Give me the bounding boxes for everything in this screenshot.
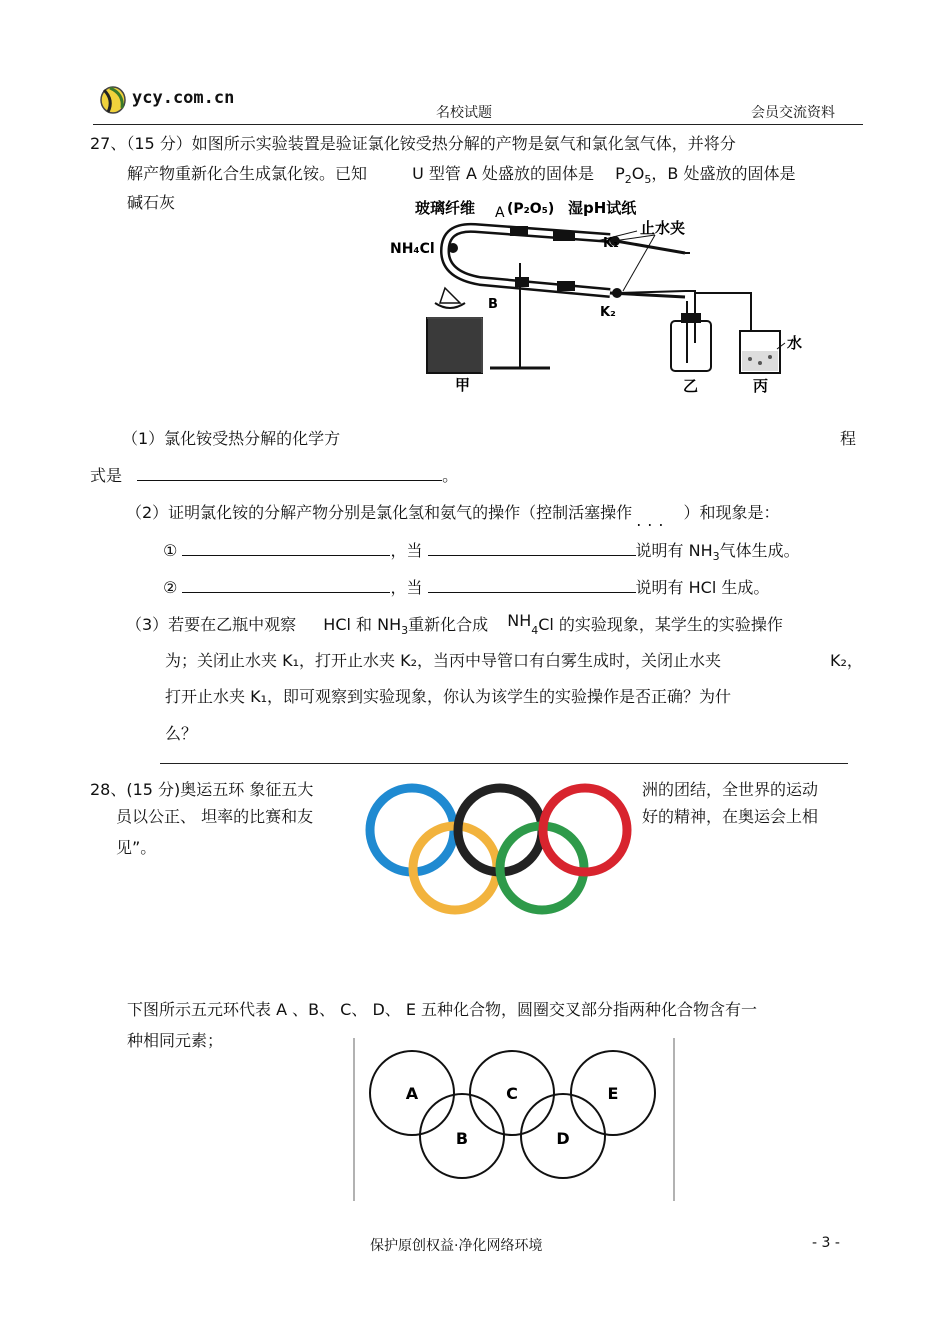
q27-s2-b: ）和现象是： [683, 503, 780, 522]
q28-l3: 见”。 [116, 838, 157, 857]
ring-label-a: A [405, 1084, 419, 1103]
q27-line1: 27、（15 分）如图所示实验装置是验证氯化铵受热分解的产物是氨气和氯化氢气体，并将分 [90, 134, 736, 153]
q27-s2-a: （2）证明氯化铵的分解产物分别是氯化氢和氨气的操作（控制活塞操作 [126, 503, 633, 522]
q27-s2-1-num: ① [163, 541, 178, 560]
label-glass-fiber: 玻璃纤维 [415, 199, 476, 217]
ring-label-e: E [607, 1084, 619, 1103]
q28-l1-a: 28、(15 分)奥运五环 象征五大 [90, 780, 314, 799]
site-logo [98, 82, 248, 122]
q27-s2-item2 [163, 575, 769, 598]
q27-s3-l1-b: HCl 和 NH [323, 615, 402, 634]
q27-s1-end: 。 [442, 466, 459, 485]
label-yi: 乙 [683, 377, 699, 395]
label-k2: K₂ [600, 305, 616, 320]
label-p2o5: (P₂O₅) [507, 201, 555, 217]
q27-s3-l1-a: （3）若要在乙瓶中观察 [126, 615, 297, 634]
q27-s3-l1-c: 重新化合成 [408, 615, 489, 634]
q28-l2-b: 好的精神，在奥运会上相 [642, 807, 819, 826]
q27-s3-line1 [126, 612, 783, 637]
q27-line2-a: 解产物重新化合生成氯化铵。已知 [127, 164, 368, 183]
label-bing: 丙 [753, 377, 769, 395]
answer-blank-4[interactable] [182, 578, 390, 593]
ring-label-c: C [506, 1084, 518, 1103]
answer-blank-2[interactable] [182, 541, 390, 556]
q27-line2-b: U 型管 A 处盛放的固体是 [412, 164, 595, 183]
label-jia: 甲 [455, 376, 471, 394]
label-nh4cl: NH₄Cl [390, 241, 435, 257]
q27-s2-2-when: ，当 [390, 578, 423, 597]
q27-s3-l1-sub4: 4 [531, 624, 539, 638]
q27-s3-l1-e: Cl 的实验现象，某学生的实验操作 [538, 615, 783, 634]
q27-s2-item1 [163, 538, 800, 563]
label-clamp: 止水夹 [640, 219, 686, 237]
q27-s3-line2-k2: K₂， [830, 651, 863, 670]
answer-rule-3[interactable] [160, 763, 848, 764]
q28-l1-b: 洲的团结，全世界的运动 [642, 780, 819, 799]
q27-s3-line3: 打开止水夹 K₁，即可观察到实验现象，你认为该学生的实验操作是否正确？为什 [165, 687, 731, 706]
header-rule [93, 124, 863, 125]
q27-line2-c: ，B 处盛放的固体是 [651, 164, 796, 183]
answer-blank-1[interactable] [137, 466, 442, 481]
q27-line2 [127, 161, 795, 186]
element-rings-figure [350, 1036, 680, 1206]
header-center: 名校试题 [436, 105, 492, 121]
q27-s3-line4: 么？ [165, 724, 198, 743]
ring-label-d: D [556, 1129, 570, 1148]
q27-s2-1-end: 说明有 NH [635, 541, 713, 560]
ring-label-b: B [455, 1129, 469, 1148]
q27-s2-2-num: ② [163, 578, 178, 597]
q27-s2-line [126, 500, 780, 530]
q28-p2-l1: 下图所示五元环代表 A 、B、 C、 D、 E 五种化合物，圆圈交叉部分指两种化合物含有一 [127, 1000, 758, 1019]
q27-s3-l1-sub3: 3 [401, 624, 409, 638]
q27-s2-2-end: 说明有 HCl 生成。 [635, 578, 770, 597]
q27-line3: 碱石灰 [127, 193, 176, 212]
q27-s3-line2: 为；关闭止水夹 K₁，打开止水夹 K₂，当丙中导管口有白雾生成时，关闭止水夹 [165, 651, 721, 670]
q27-s2-1-sub: 3 [712, 550, 720, 564]
q27-s1-b: 程 [840, 429, 857, 448]
label-water: 水 [787, 334, 803, 352]
page-number: - 3 - [812, 1235, 840, 1251]
olympic-rings-figure [360, 780, 635, 920]
label-ph-paper: 湿pH试纸 [568, 199, 637, 217]
q27-s2-dots: ... [636, 511, 670, 530]
logo-text: ycy.com.cn [132, 88, 235, 108]
header-right: 会员交流资料 [751, 105, 835, 121]
q28-p2-l2: 种相同元素； [127, 1031, 224, 1050]
p2o5-formula: $P_2O_5$ [615, 164, 652, 187]
q27-s2-1-tail: 气体生成。 [719, 541, 800, 560]
footer-center: 保护原创权益·净化网络环境 [370, 1238, 543, 1254]
q27-s2-1-when: ，当 [390, 541, 423, 560]
q28-l2-a: 员以公正、 坦率的比赛和友 [116, 807, 314, 826]
apparatus-figure [385, 193, 810, 403]
label-k1: K₁ [603, 236, 619, 251]
q27-s1-a: （1）氯化铵受热分解的化学方 [122, 429, 341, 448]
answer-blank-5[interactable] [428, 578, 636, 593]
answer-blank-3[interactable] [428, 541, 636, 556]
q27-s3-l1-d: NH [507, 611, 532, 630]
q27-s1-c: 式是 [90, 466, 123, 485]
label-b: B [488, 297, 498, 312]
q27-s1-line [90, 463, 458, 486]
label-a: A [495, 205, 505, 221]
